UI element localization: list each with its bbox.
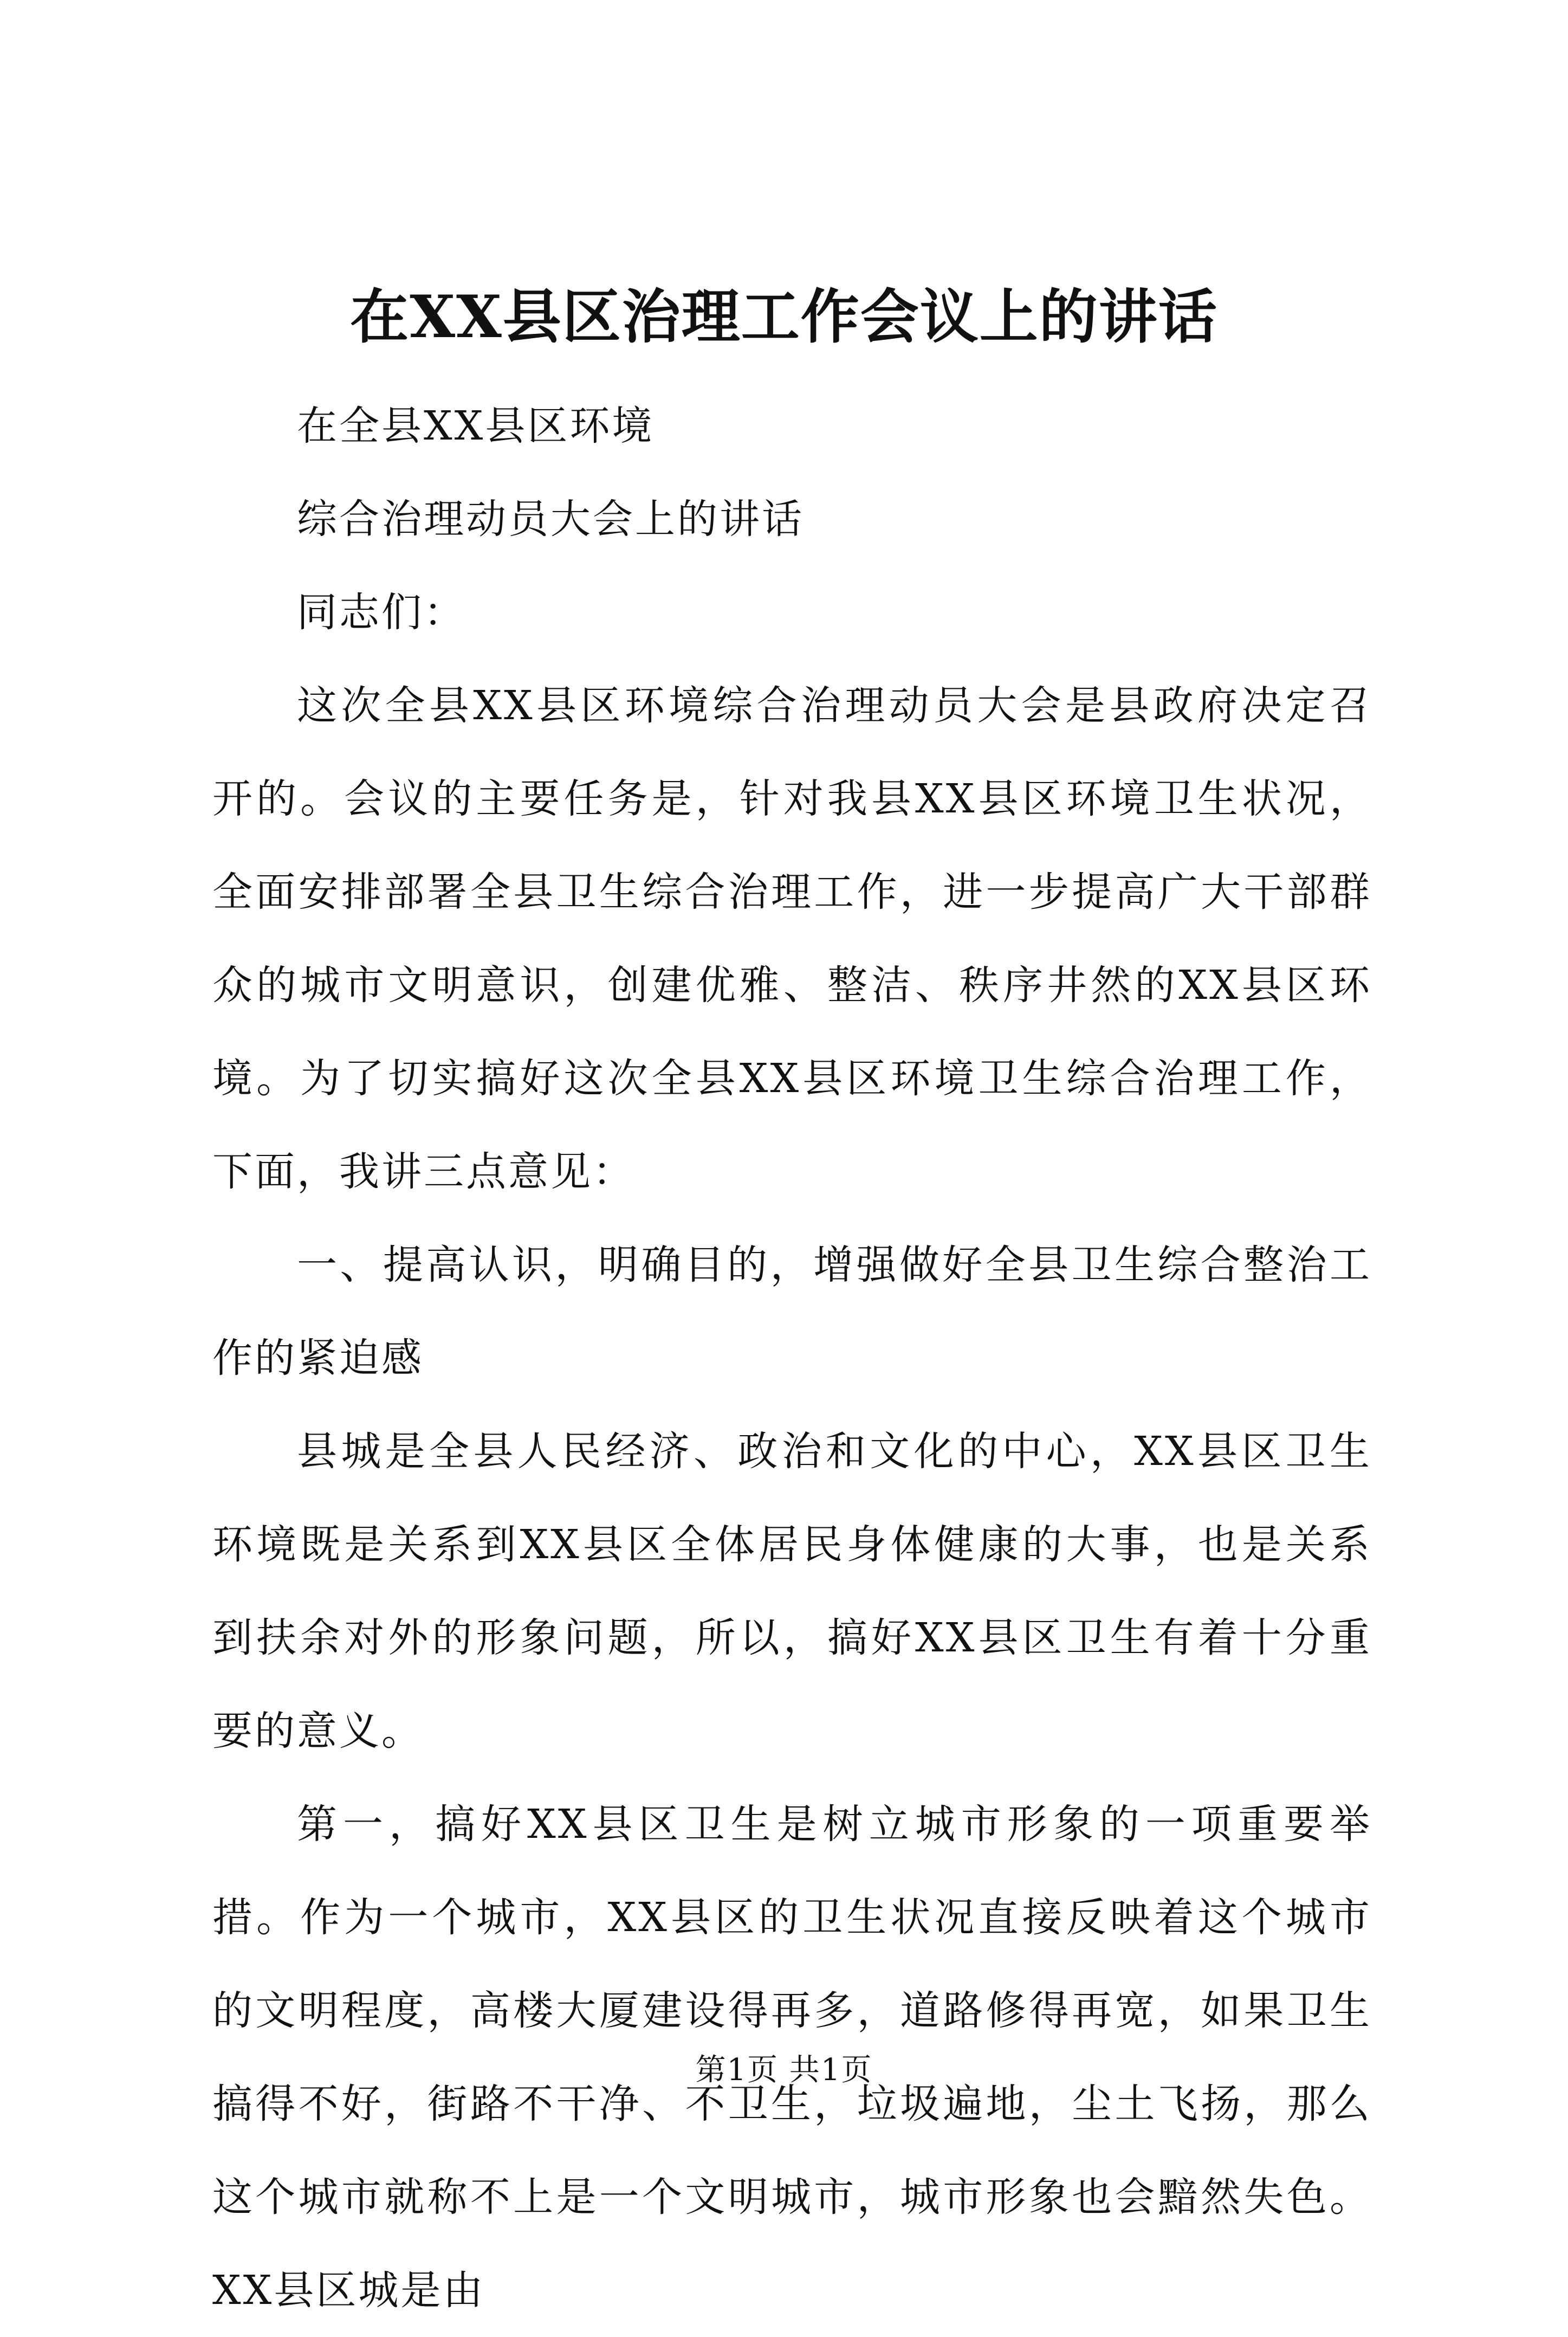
paragraph: 这次全县XX县区环境综合治理动员大会是县政府决定召开的。会议的主要任务是，针对我县XX县区环境卫生状况，全面安排部署全县卫生综合治理工作，进一步提高广大干部群众的城市文明意识，创建优雅、整洁、秩序井然的XX县区环境。为了切实搞好这次全县XX县区环境卫生综合治理工作，下面，我讲三点意见：: [212, 682, 1372, 1195]
document-title: 在XX县区治理工作会议上的讲话: [350, 283, 1218, 351]
document-body: [212, 379, 1372, 2337]
paragraph: 县城是全县人民经济、政治和文化的中心，XX县区卫生环境既是关系到XX县区全体居民身体健康的大事，也是关系到扶余对外的形象问题，所以，搞好XX县区卫生有着十分重要的意义。: [212, 1428, 1372, 1754]
page-number-footer: 第1页 共1页: [695, 2052, 873, 2088]
paragraph: 第一，搞好XX县区卫生是树立城市形象的一项重要举措。作为一个城市，XX县区的卫生状况直接反映着这个城市的文明程度，高楼大厦建设得再多，道路修得再宽，如果卫生搞得不好，街路不干净、不卫生，垃圾遍地，尘土飞扬，那么这个城市就称不上是一个文明城市，城市形象也会黯然失色。XX县区城是由: [212, 1801, 1372, 2314]
paragraph: 综合治理动员大会上的讲话: [297, 496, 804, 543]
paragraph: 在全县XX县区环境: [297, 403, 655, 449]
paragraph: 一、提高认识，明确目的，增强做好全县卫生综合整治工作的紧迫感: [212, 1242, 1372, 1381]
paragraph: 同志们：: [297, 589, 466, 636]
